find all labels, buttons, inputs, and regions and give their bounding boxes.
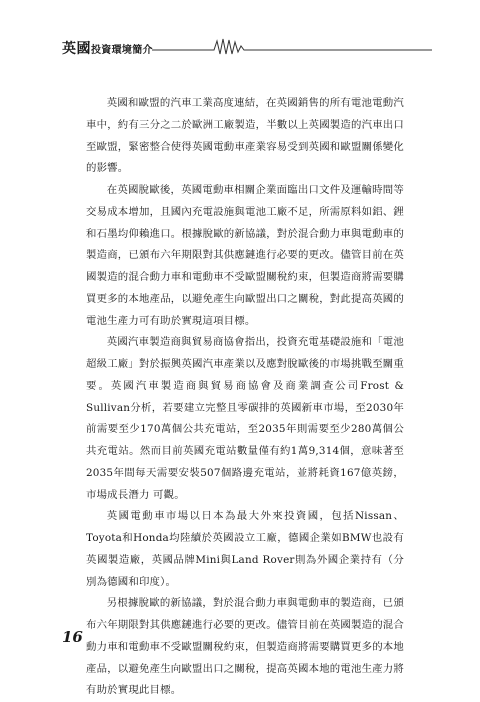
paragraph: 英國汽車製造商與貿易商協會指出，投資充電基礎設施和「電池超級工廠」對於振興英國汽車產業以及應對脫歐後的市場挑戰至關重要。英國汽車製造商與貿易商協會及商業調查公司Frost & Sullivan分析，若要建立完整且零碳排的英國新車市場，至2030年前需要至少170萬個公共充電站，至2035年則需要至少280萬個公共充電站。然而目前英國充電站數量僅有約1萬9,314個，意味著至2035年間每天需要安裝507個路邊充電站，並將耗資167億英鎊，市場成長潛力 可觀。 [86,336,404,501]
header-title [62,38,153,58]
header-title-sub: 投資環境簡介 [91,45,153,56]
paragraph: 英國電動車市場以日本為最大外來投資國，包括Nissan、Toyota和Honda均陸續於英國設立工廠，德國企業如BMW也設有英國製造廠，英國品牌Mini與Land Rover則為外國企業持有（分別為德國和印度）。 [86,510,404,588]
running-header [60,36,432,56]
page-number: 16 [62,628,83,646]
body-text [86,93,404,702]
paragraph: 英國和歐盟的汽車工業高度連結，在英國銷售的所有電池電動汽車中，約有三分之二於歐洲工廠製造，半數以上英國製造的汽車出口至歐盟，緊密整合使得英國電動車產業容易受到英國和歐盟關係變化的影響。 [86,97,404,175]
paragraph: 在英國脫歐後，英國電動車相關企業面臨出口文件及運輸時間等交易成本增加，且國內充電設施與電池工廠不足，所需原料如鋁、鋰和石墨均仰賴進口。根據脫歐的新協議，對於混合動力車與電動車的製造商，已頒布六年期限對其供應鏈進行必要的更改。儘管目前在英國製造的混合動力車和電動車不受歐盟關稅約束，但製造商將需要購買更多的本地產品，以避免產生向歐盟出口之關稅，對此提高英國的電池生產力可有助於實現這項目標。 [86,184,404,327]
header-title-main: 英國 [62,41,91,57]
paragraph: 另根據脫歐的新協議，對於混合動力車與電動車的製造商，已頒布六年期限對其供應鏈進行必要的更改。儘管目前在英國製造的混合動力車和電動車不受歐盟關稅約束，但製造商將需要購買更多的本地產品，以避免產生向歐盟出口之關稅，提高英國本地的電池生產力將有助於實現此目標。 [86,597,404,697]
